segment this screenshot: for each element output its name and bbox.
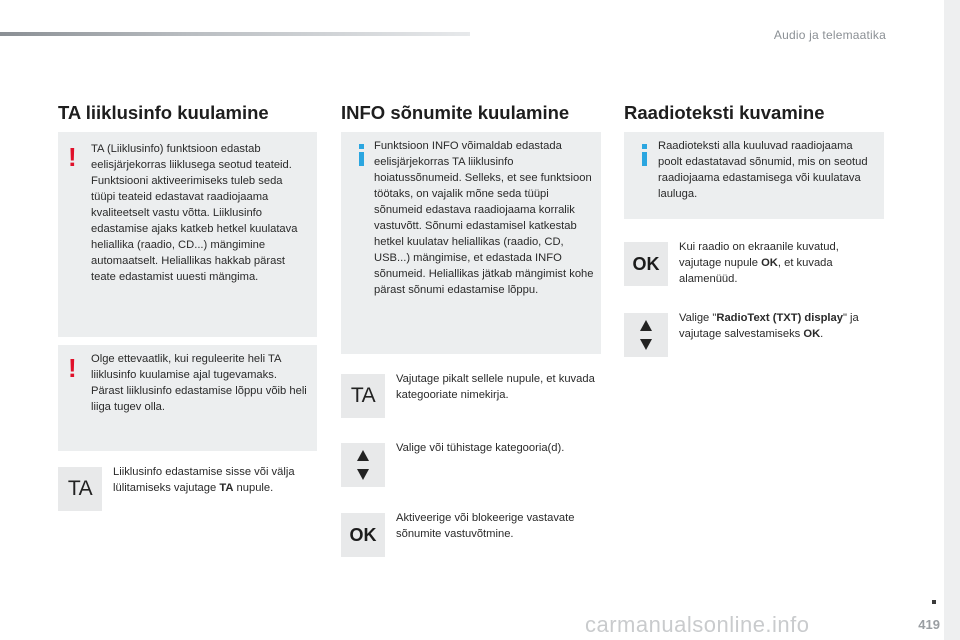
traffic-warning-text-2: Olge ettevaatlik, kui reguleerite heli TA liiklusinfo kuulamise ajal tugevamaks. Pärast liiklusinfo edastamise lõppu võib heli liiga tugev olla. [91, 353, 307, 413]
info-step3-text: Aktiveerige või blokeerige vastavate sõnumite vastuvõtmine. [396, 512, 575, 540]
traffic-warning-box-1 [58, 132, 317, 337]
ok-button-icon[interactable] [624, 242, 668, 286]
page-edge [944, 0, 960, 640]
traffic-title: TA liiklusinfo kuulamine [58, 102, 269, 123]
down-arrow-icon [640, 339, 652, 350]
warning-icon: ! [68, 142, 77, 172]
ok-button-icon[interactable] [341, 513, 385, 557]
warning-icon: ! [68, 353, 77, 383]
ok-button-label: OK [632, 253, 660, 274]
up-down-arrows-icon[interactable] [341, 443, 385, 487]
up-arrow-icon [640, 320, 652, 331]
up-down-arrows-icon[interactable] [624, 313, 668, 357]
top-decorative-bar [0, 32, 470, 36]
ta-button-icon[interactable] [341, 374, 385, 418]
radiotext-step2-text: Valige "RadioText (TXT) display" ja vajutage salvestamiseks OK. [679, 312, 859, 340]
info-step1-text: Vajutage pikalt sellele nupule, et kuvada kategooriate nimekirja. [396, 373, 595, 401]
traffic-warning-box-2 [58, 345, 317, 451]
radiotext-info-box [624, 132, 884, 219]
ta-button-label: TA [350, 384, 376, 407]
section-header: Audio ja telemaatika [773, 28, 886, 42]
ta-button-label: TA [67, 477, 93, 500]
traffic-step-text: Liiklusinfo edastamise sisse või välja lülitamiseks vajutage TA nupule. [113, 466, 295, 494]
page-marker [932, 600, 936, 604]
radiotext-title: Raadioteksti kuvamine [624, 102, 825, 123]
radiotext-info-text: Raadioteksti alla kuuluvad raadiojaama poolt edastatavad sõnumid, mis on seotud raadiojaama edastamisega või kuulatava lauluga. [658, 140, 868, 200]
info-step2-text: Valige või tühistage kategooria(d). [396, 442, 565, 454]
ta-button-icon[interactable] [58, 467, 102, 511]
down-arrow-icon [357, 469, 369, 480]
page-number: 419 [918, 617, 940, 632]
info-text: Funktsioon INFO võimaldab edastada eelisjärjekorras TA liiklusinfo hoiatussõnumeid. Selleks, et see funktsioon töötaks, on vajalik mõne seda tüüpi sõnumeid edastava raadiojaama korralik vastuvõtt. Sõnumi edastamisel katkestab hetkel kuulatav heliallikas (raadio, CD, USB...) mängimise, et edastada INFO sõnumeid. Heliallikas jätkab mängimist kohe pärast sõnumi edastamise lõppu. [374, 140, 594, 296]
ok-button-label: OK [349, 524, 377, 545]
up-arrow-icon [357, 450, 369, 461]
traffic-warning-text-1: TA (Liiklusinfo) funktsioon edastab eelisjärjekorras liiklusega seotud teateid. Funktsiooni aktiveerimiseks tuleb seda tüüpi teateid edastavat raadiojaama kvaliteetselt vastu võtta. Liiklusinfo edastamise ajaks katkeb hetkel kuulatava heliallika (raadio, CD...) mängimine automaatselt. Heliallikas hakkab pärast teate edastamist uuesti mängima. [91, 143, 298, 283]
watermark: carmanualsonline.info [585, 612, 810, 637]
info-box [341, 132, 601, 354]
radiotext-step1-text: Kui raadio on ekraanile kuvatud, vajutage nupule OK, et kuvada alamenüüd. [679, 241, 839, 285]
info-title: INFO sõnumite kuulamine [341, 102, 570, 123]
